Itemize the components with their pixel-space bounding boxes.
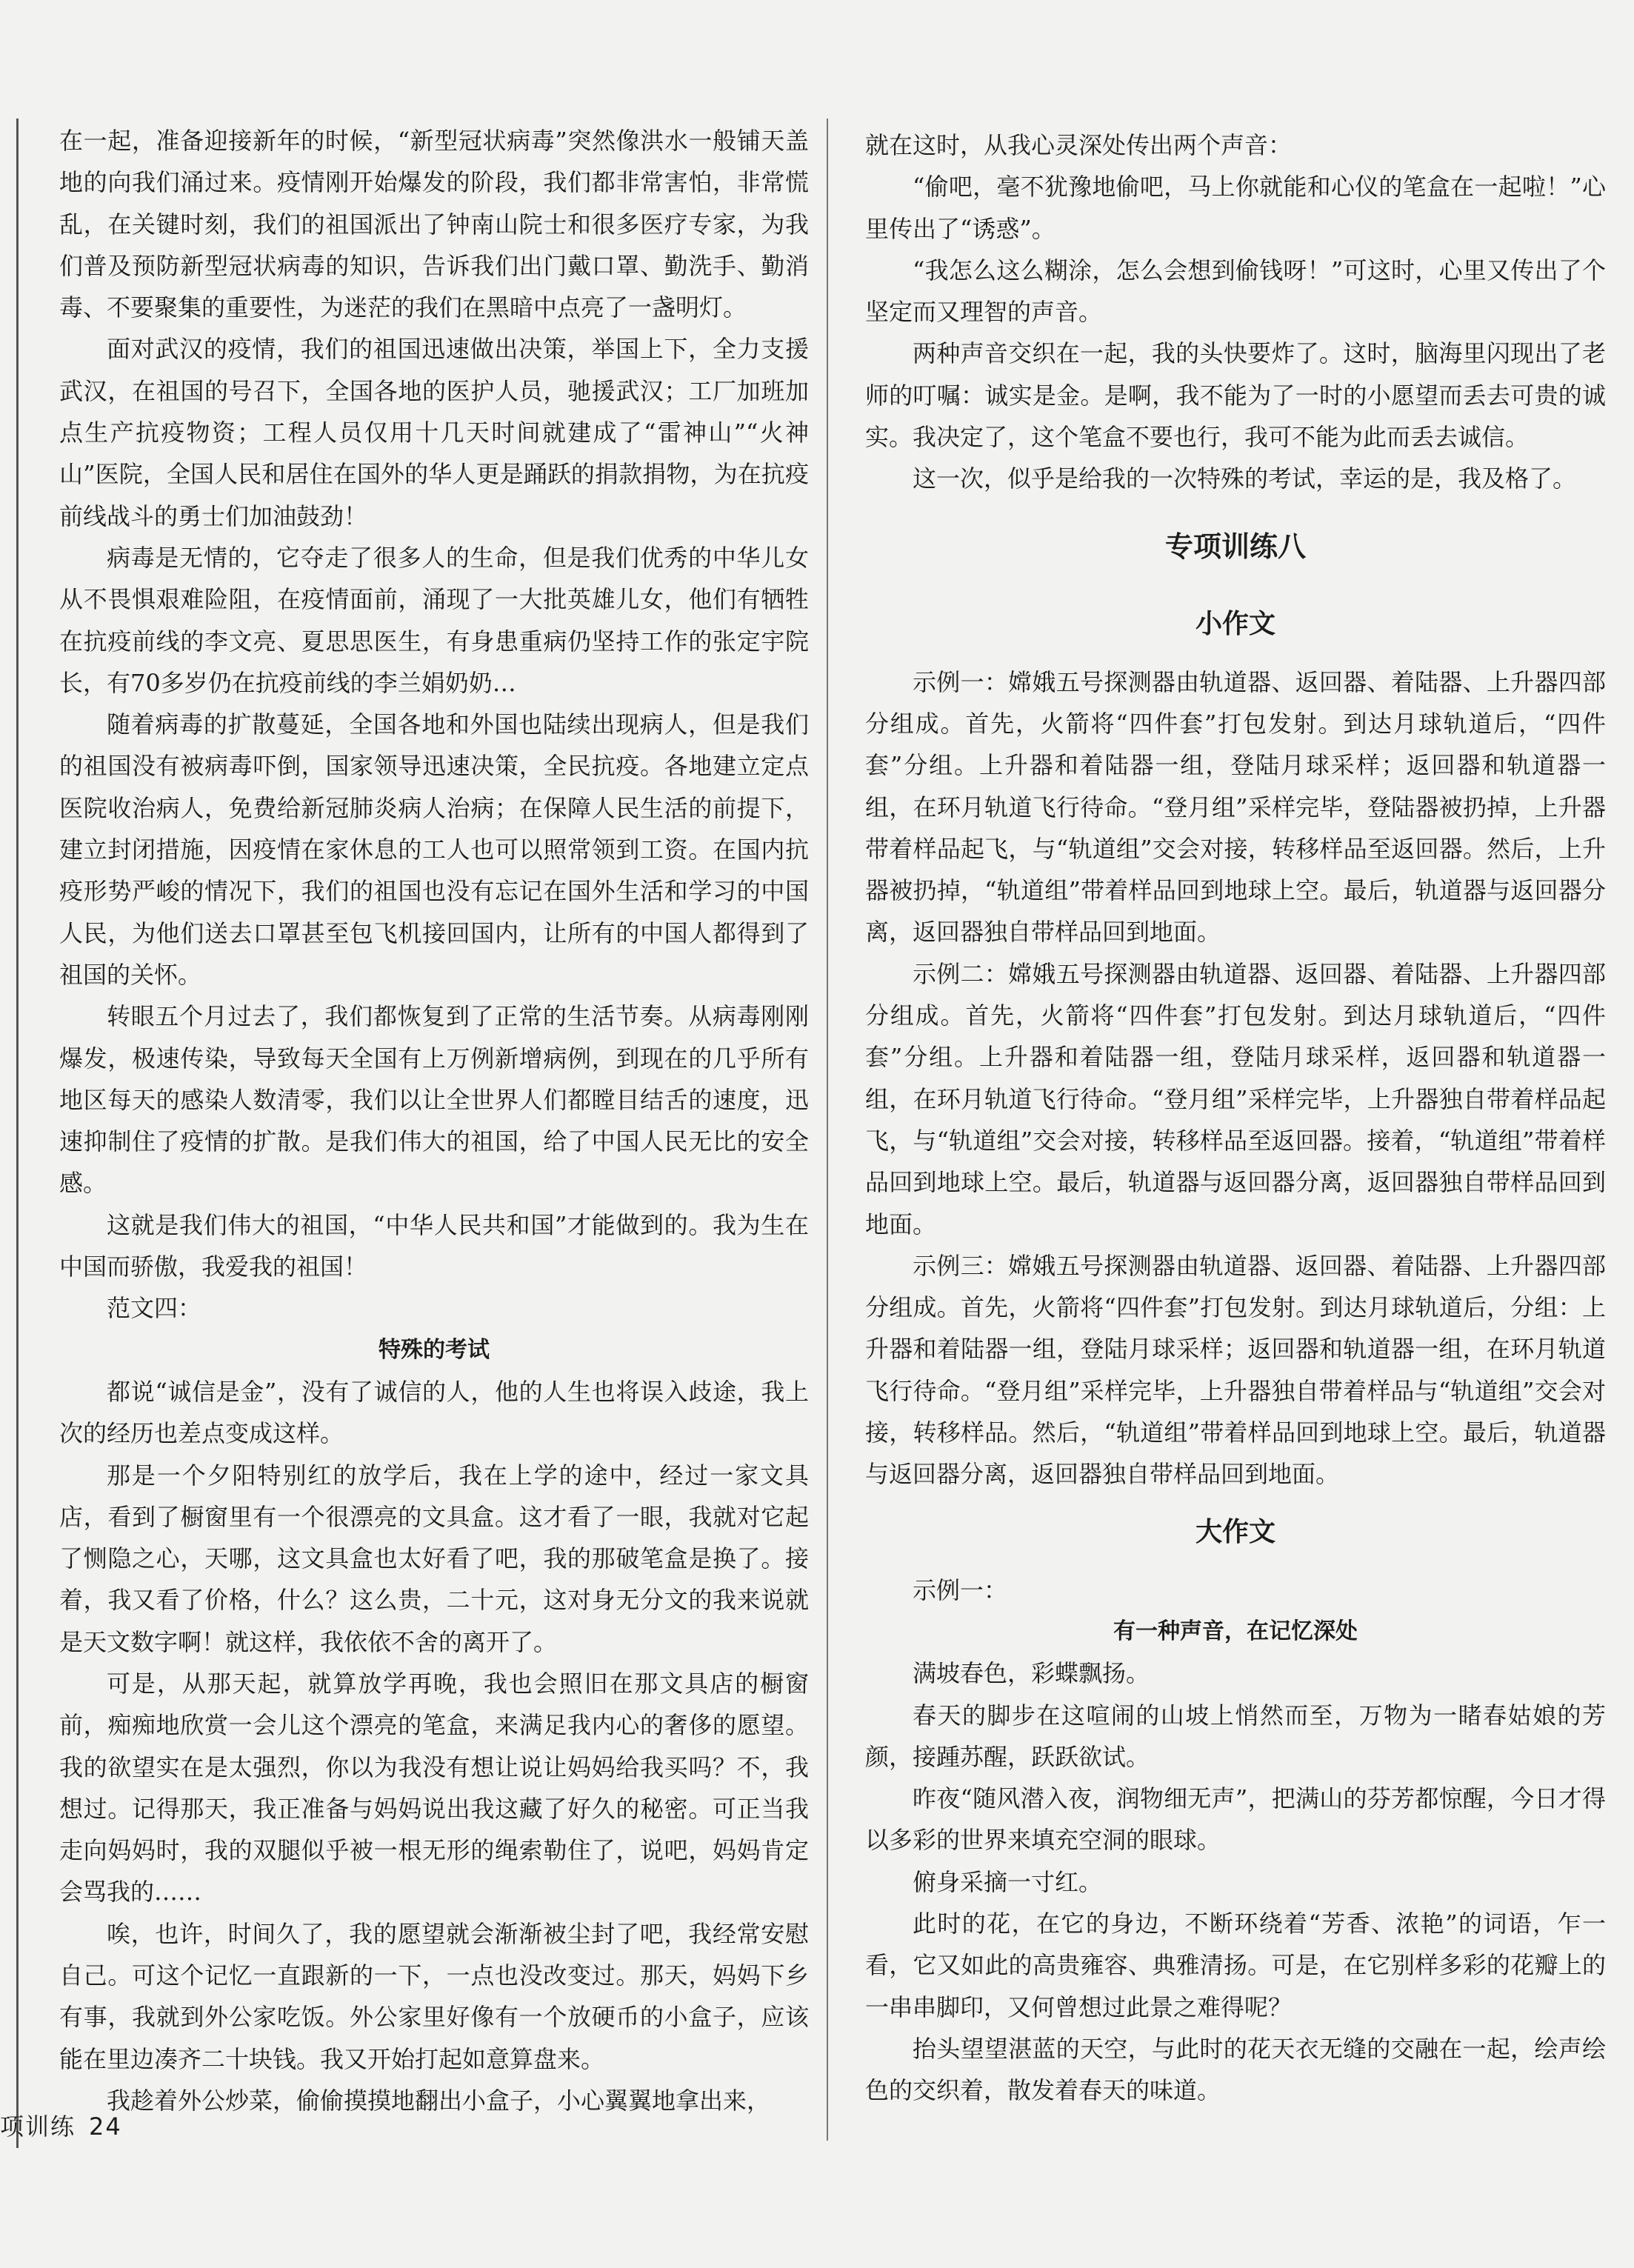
- paragraph: 都说“诚信是金”，没有了诚信的人，他的人生也将误入歧途，我上次的经历也差点变成这样。: [59, 1377, 809, 1448]
- paragraph: 抬头望望湛蓝的天空，与此时的花天衣无缝的交融在一起，绘声绘色的交织着，散发着春天的味道。: [865, 2034, 1606, 2105]
- paragraph: 春天的脚步在这喧闹的山坡上悄然而至，万物为一睹春姑娘的芳颜，接踵苏醒，跃跃欲试。: [865, 1701, 1606, 1771]
- left-column: [59, 120, 809, 2121]
- paragraph: 这就是我们伟大的祖国，“中华人民共和国”才能做到的。我为生在中国而骄傲，我爱我的祖国！: [59, 1210, 809, 1281]
- paragraph: 昨夜“随风潜入夜，润物细无声”，把满山的芬芳都惊醒，今日才得以多彩的世界来填充空洞的眼球。: [865, 1784, 1606, 1855]
- essay-title: 特殊的考试: [379, 1336, 490, 1363]
- right-column: [865, 124, 1606, 2111]
- column-divider: [827, 119, 828, 2141]
- page-number: 24: [89, 2112, 122, 2141]
- paragraph: 示例三：嫦娥五号探测器由轨道器、返回器、着陆器、上升器四部分组成。首先，火箭将“四件套”打包发射。到达月球轨道后，分组：上升器和着陆器一组，登陆月球采样；返回器和轨道器一组，在环月轨道飞行待命。“登月组”采样完毕，上升器独自带着样品与“轨道组”交会对接，转移样品。然后，“轨道组”带着样品回到地球上空。最后，轨道器与返回器分离，返回器独自带样品回到地面。: [865, 1251, 1606, 1489]
- paragraph: “偷吧，毫不犹豫地偷吧，马上你就能和心仪的笔盒在一起啦！”心里传出了“诱惑”。: [865, 173, 1606, 243]
- paragraph: 示例二：嫦娥五号探测器由轨道器、返回器、着陆器、上升器四部分组成。首先，火箭将“四件套”打包发射。到达月球轨道后，“四件套”分组。上升器和着陆器一组，登陆月球采样，返回器和轨道器一组，在环月轨道飞行待命。“登月组”采样完毕，上升器独自带着样品起飞，与“轨道组”交会对接，转移样品至返回器。接着，“轨道组”带着样品回到地球上空。最后，轨道器与返回器分离，返回器独自带样品回到地面。: [865, 959, 1606, 1238]
- paragraph: 这一次，似乎是给我的一次特殊的考试，幸运的是，我及格了。: [913, 464, 1577, 493]
- subsection-title: 大作文: [1195, 1516, 1275, 1547]
- section-title: 专项训练八: [1164, 530, 1306, 563]
- paragraph: 范文四：: [107, 1294, 202, 1323]
- paragraph: 在一起，准备迎接新年的时候，“新型冠状病毒”突然像洪水一般铺天盖地的向我们涌过来。疫情刚开始爆发的阶段，我们都非常害怕，非常慌乱，在关键时刻，我们的祖国派出了钟南山院士和很多医疗专家，为我们普及预防新型冠状病毒的知识，告诉我们出门戴口罩、勤洗手、勤消毒、不要聚集的重要性，为迷茫的我们在黑暗中点亮了一盏明灯。: [59, 127, 809, 322]
- paragraph: 两种声音交织在一起，我的头快要炸了。这时，脑海里闪现出了老师的叮嘱：诚实是金。是啊，我不能为了一时的小愿望而丢去可贵的诚实。我决定了，这个笔盒不要也行，我可不能为此而丢去诚信。: [865, 339, 1606, 452]
- paragraph: 示例一：: [913, 1575, 1008, 1604]
- paragraph: 可是，从那天起，就算放学再晚，我也会照旧在那文具店的橱窗前，痴痴地欣赏一会儿这个漂亮的笔盒，来满足我内心的奢侈的愿望。我的欲望实在是太强烈，你以为我没有想让说让妈妈给我买吗？不，我想过。记得那天，我正准备与妈妈说出我这藏了好久的秘密。可正当我走向妈妈时，我的双腿似乎被一根无形的绳索勒住了，说吧，妈妈肯定会骂我的……: [59, 1669, 809, 1907]
- footer-label: 项训练: [0, 2112, 76, 2141]
- paragraph: 示例一：嫦娥五号探测器由轨道器、返回器、着陆器、上升器四部分组成。首先，火箭将“四件套”打包发射。到达月球轨道后，“四件套”分组。上升器和着陆器一组，登陆月球采样；返回器和轨道器一组，在环月轨道飞行待命。“登月组”采样完毕，登陆器被扔掉，上升器带着样品起飞，与“轨道组”交会对接，转移样品至返回器。然后，上升器被扔掉，“轨道组”带着样品回到地球上空。最后，轨道器与返回器分离，返回器独自带样品回到地面。: [865, 667, 1606, 947]
- paragraph: 我趁着外公炒菜，偷偷摸摸地翻出小盒子，小心翼翼地拿出来，: [107, 2086, 771, 2115]
- subsection-title: 小作文: [1195, 608, 1275, 639]
- paragraph: 俯身采摘一寸红。: [913, 1867, 1103, 1896]
- paragraph: 面对武汉的疫情，我们的祖国迅速做出决策，举国上下，全力支援武汉，在祖国的号召下，全国各地的医护人员，驰援武汉；工厂加班加点生产抗疫物资；工程人员仅用十几天时间就建成了“雷神山”“火神山”医院，全国人民和居住在国外的华人更是踊跃的捐款捐物，为在抗疫前线战斗的勇士们加油鼓劲！: [59, 335, 809, 530]
- left-margin-rule: [16, 119, 19, 2148]
- paragraph: 病毒是无情的，它夺走了很多人的生命，但是我们优秀的中华儿女从不畏惧艰难险阻，在疫情面前，涌现了一大批英雄儿女，他们有牺牲在抗疫前线的李文亮、夏思思医生，有身患重病仍坚持工作的张定宇院长，有70多岁仍在抗疫前线的李兰娟奶奶…: [59, 543, 809, 697]
- paragraph: 满坡春色，彩蝶飘扬。: [913, 1659, 1150, 1688]
- page-footer: [0, 2108, 122, 2142]
- paragraph: “我怎么这么糊涂，怎么会想到偷钱呀！”可这时，心里又传出了个坚定而又理智的声音。: [865, 256, 1606, 327]
- paragraph: 此时的花，在它的身边，不断环绕着“芳香、浓艳”的词语，乍一看，它又如此的高贵雍容、典雅清扬。可是，在它别样多彩的花瓣上的一串串脚印，又何曾想过此景之难得呢？: [865, 1909, 1606, 2021]
- paragraph: 唉，也许，时间久了，我的愿望就会渐渐被尘封了吧，我经常安慰自己。可这个记忆一直跟新的一下，一点也没改变过。那天，妈妈下乡有事，我就到外公家吃饭。外公家里好像有一个放硬币的小盒子，应该能在里边凑齐二十块钱。我又开始打起如意算盘来。: [59, 1919, 809, 2073]
- paragraph: 转眼五个月过去了，我们都恢复到了正常的生活节奏。从病毒刚刚爆发，极速传染，导致每天全国有上万例新增病例，到现在的几乎所有地区每天的感染人数清零，我们以让全世界人们都瞠目结舌的速度，迅速抑制住了疫情的扩散。是我们伟大的祖国，给了中国人民无比的安全感。: [59, 1002, 809, 1198]
- paragraph: 那是一个夕阳特别红的放学后，我在上学的途中，经过一家文具店，看到了橱窗里有一个很漂亮的文具盒。这才看了一眼，我就对它起了恻隐之心，天哪，这文具盒也太好看了吧，我的那破笔盒是换了。接着，我又看了价格，什么？这么贵，二十元，这对身无分文的我来说就是天文数字啊！就这样，我依依不舍的离开了。: [59, 1461, 809, 1656]
- essay-title: 有一种声音，在记忆深处: [1113, 1618, 1358, 1644]
- paragraph: 就在这时，从我心灵深处传出两个声音：: [865, 131, 1293, 159]
- paragraph: 随着病毒的扩散蔓延，全国各地和外国也陆续出现病人，但是我们的祖国没有被病毒吓倒，国家领导迅速决策，全民抗疫。各地建立定点医院收治病人，免费给新冠肺炎病人治病；在保障人民生活的前提下，建立封闭措施，因疫情在家休息的工人也可以照常领到工资。在国内抗疫形势严峻的情况下，我们的祖国也没有忘记在国外生活和学习的中国人民，为他们送去口罩甚至包飞机接回国内，让所有的中国人都得到了祖国的关怀。: [59, 710, 809, 989]
